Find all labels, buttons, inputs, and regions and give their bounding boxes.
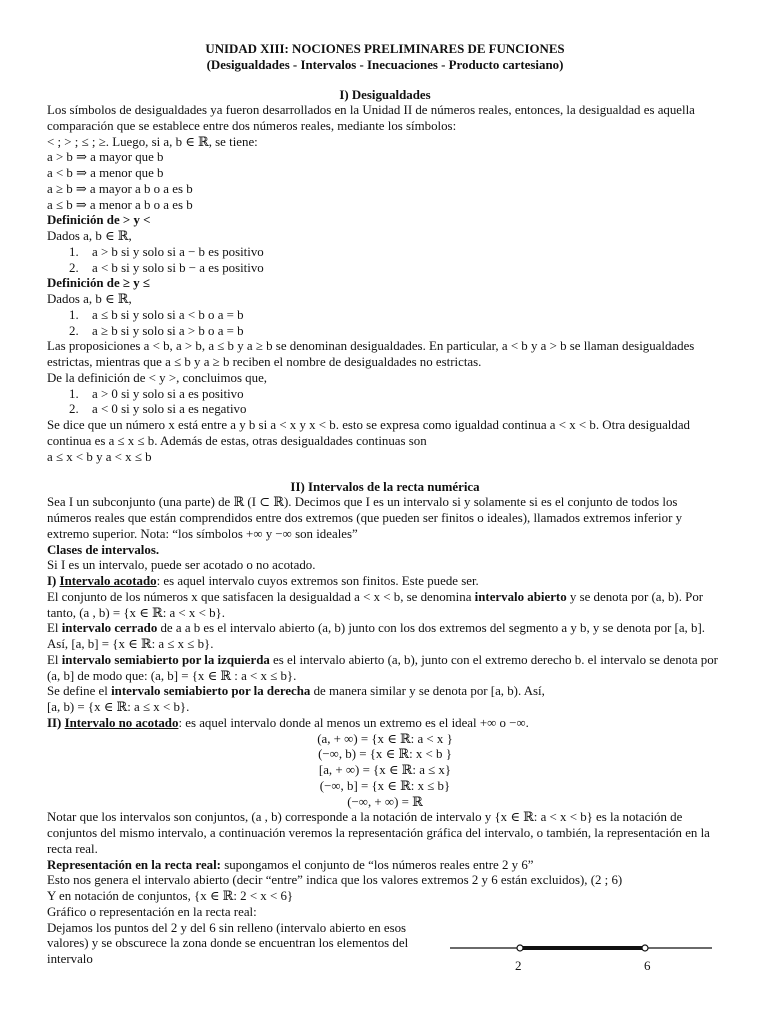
- list-item: 1. a ≤ b si y solo si a < b o a = b: [69, 307, 244, 322]
- paragraph: Sea I un subconjunto (una parte) de ℝ (I ⊂ ℝ). Decimos que I es un intervalo si y solamente si es el conjunto de todos los números reales que están comprendidos entre dos extremos (que pueden ser finitos o ideales), llamados extremos inferior y extremo superior. Nota: “los símbolos +∞ y −∞ son ideales”: [47, 495, 683, 541]
- document-subtitle: (Desigualdades - Intervalos - Inecuaciones - Producto cartesiano): [206, 58, 564, 72]
- paragraph: a ≤ x < b y a < x ≤ b: [47, 449, 152, 464]
- math-line: (−∞, b) = {x ∈ ℝ: x < b }: [318, 747, 452, 762]
- list-item: 1. a > 0 si y solo si a es positivo: [69, 386, 244, 401]
- math-line: (−∞, b] = {x ∈ ℝ: x ≤ b}: [319, 778, 451, 793]
- tick-label-left: 2: [515, 958, 522, 973]
- definition-heading: Definición de ≥ y ≤: [47, 276, 150, 291]
- paragraph: < ; > ; ≤ ; ≥. Luego, si a, b ∈ ℝ, se tiene:: [47, 134, 258, 149]
- paragraph: Dados a, b ∈ ℝ,: [47, 229, 132, 243]
- paragraph: Gráfico o representación en la recta real:: [47, 904, 257, 919]
- paragraph: El intervalo cerrado de a a b es el intervalo abierto (a, b) junto con los dos extremos del segmento a y b, y se denota por [a, b]. Así, [a, b] = {x ∈ ℝ: a ≤ x ≤ b}.: [47, 621, 705, 651]
- paragraph: El intervalo semiabierto por la izquierda es el intervalo abierto (a, b), junto con el extremo derecho b. el intervalo se denota por (a, b] de modo que: (a, b] = {x ∈ ℝ : a < x ≤ b}.: [47, 652, 718, 683]
- number-line-svg: [450, 936, 715, 956]
- paragraph: Dados a, b ∈ ℝ,: [47, 292, 132, 306]
- paragraph: II) Intervalo no acotado: es aquel intervalo donde al menos un extremo es el ideal +∞ o −∞.: [47, 715, 529, 730]
- paragraph: Notar que los intervalos son conjuntos, (a , b) corresponde a la notación de intervalo y {x ∈ ℝ: a < x < b} es la notación de conjuntos del mismo intervalo, a continuación veremos la representación gráfica del intervalo, o también, la representación en la recta real.: [47, 810, 710, 856]
- paragraph: Si I es un intervalo, puede ser acotado o no acotado.: [47, 558, 316, 573]
- rule-line: a < b ⇒ a menor que b: [47, 166, 164, 180]
- rule-line: a ≤ b ⇒ a menor a b o a es b: [47, 197, 193, 212]
- term-intervalo-acotado: Intervalo acotado: [59, 574, 157, 588]
- paragraph: I) Intervalo acotado: es aquel intervalo cuyos extremos son finitos. Este puede ser.: [47, 574, 479, 588]
- term-representacion: Representación en la recta real:: [47, 857, 221, 872]
- math-line: (a, + ∞) = {x ∈ ℝ: a < x }: [317, 731, 453, 746]
- math-line: [a, + ∞) = {x ∈ ℝ: a ≤ x}: [318, 763, 452, 777]
- paragraph: De la definición de < y >, concluimos que,: [47, 370, 268, 385]
- open-endpoint-right: [642, 945, 648, 951]
- paragraph: Dejamos los puntos del 2 y del 6 sin relleno (intervalo abierto en esos valores) y se obscurece la zona donde se encuentran los elementos del intervalo: [47, 920, 409, 966]
- paragraph: El conjunto de los números x que satisfacen la desigualdad a < x < b, se denomina intervalo abierto y se denota por (a, b). Por tanto, (a , b) = {x ∈ ℝ: a < x < b}.: [47, 589, 704, 620]
- paragraph: Las proposiciones a < b, a > b, a ≤ b y a ≥ b se denominan desigualdades. En particular, a < b y a > b se llaman desigualdades estrictas, mientras que a ≤ b y a ≥ b reciben el nombre de desigualdades no estrictas.: [47, 339, 695, 369]
- paragraph: [a, b) = {x ∈ ℝ: a ≤ x < b}.: [47, 700, 190, 714]
- definition-heading: Definición de > y <: [47, 213, 151, 228]
- spacer: [47, 465, 723, 479]
- paragraph: Y en notación de conjuntos, {x ∈ ℝ: 2 < x < 6}: [47, 889, 294, 903]
- math-line: (−∞, + ∞) = ℝ: [347, 794, 423, 809]
- paragraph: Se dice que un número x está entre a y b si a < x y x < b. esto se expresa como igualdad continua a < x < b. Otra desigualdad continua es a ≤ x ≤ b. Además de estas, otras desigualdades continuas son: [47, 418, 690, 448]
- section-heading-intervalos: II) Intervalos de la recta numérica: [290, 480, 480, 495]
- section-heading-desigualdades: I) Desigualdades: [339, 88, 431, 102]
- rule-line: a ≥ b ⇒ a mayor a b o a es b: [47, 181, 193, 196]
- paragraph: Esto nos genera el intervalo abierto (decir “entre” indica que los valores extremos 2 y 6 están excluidos), (2 ; 6): [47, 873, 623, 888]
- paragraph: Los símbolos de desigualdades ya fueron desarrollados en la Unidad II de números reales, entonces, la desigualdad es aquella comparación que se establece entre dos números reales, mediante los símbolos:: [47, 103, 695, 133]
- paragraph: Representación en la recta real: supongamos el conjunto de “los números reales entre 2 y 6”: [47, 857, 534, 872]
- tick-label-right: 6: [644, 958, 651, 973]
- paragraph: Se define el intervalo semiabierto por la derecha de manera similar y se denota por [a, b). Así,: [47, 684, 545, 699]
- number-line-diagram: [450, 936, 715, 976]
- list-item: 2. a ≥ b si y solo si a > b o a = b: [69, 323, 244, 338]
- rule-line: a > b ⇒ a mayor que b: [47, 150, 164, 165]
- spacer: [47, 73, 723, 87]
- document-title: UNIDAD XIII: NOCIONES PRELIMINARES DE FUNCIONES: [205, 42, 565, 56]
- open-endpoint-left: [517, 945, 523, 951]
- term-intervalo-abierto: intervalo abierto: [474, 589, 567, 604]
- term-semiabierto-derecha: intervalo semiabierto por la derecha: [111, 684, 311, 699]
- term-semiabierto-izquierda: intervalo semiabierto por la izquierda: [61, 652, 270, 667]
- list-item: 1. a > b si y solo si a − b es positivo: [69, 244, 264, 259]
- document-page: [47, 41, 723, 968]
- list-item: 2. a < b si y solo si b − a es positivo: [69, 260, 264, 275]
- term-intervalo-no-acotado: Intervalo no acotado: [64, 715, 179, 730]
- classes-heading: Clases de intervalos.: [47, 542, 160, 557]
- term-intervalo-cerrado: intervalo cerrado: [61, 621, 158, 636]
- list-item: 2. a < 0 si y solo si a es negativo: [69, 402, 247, 417]
